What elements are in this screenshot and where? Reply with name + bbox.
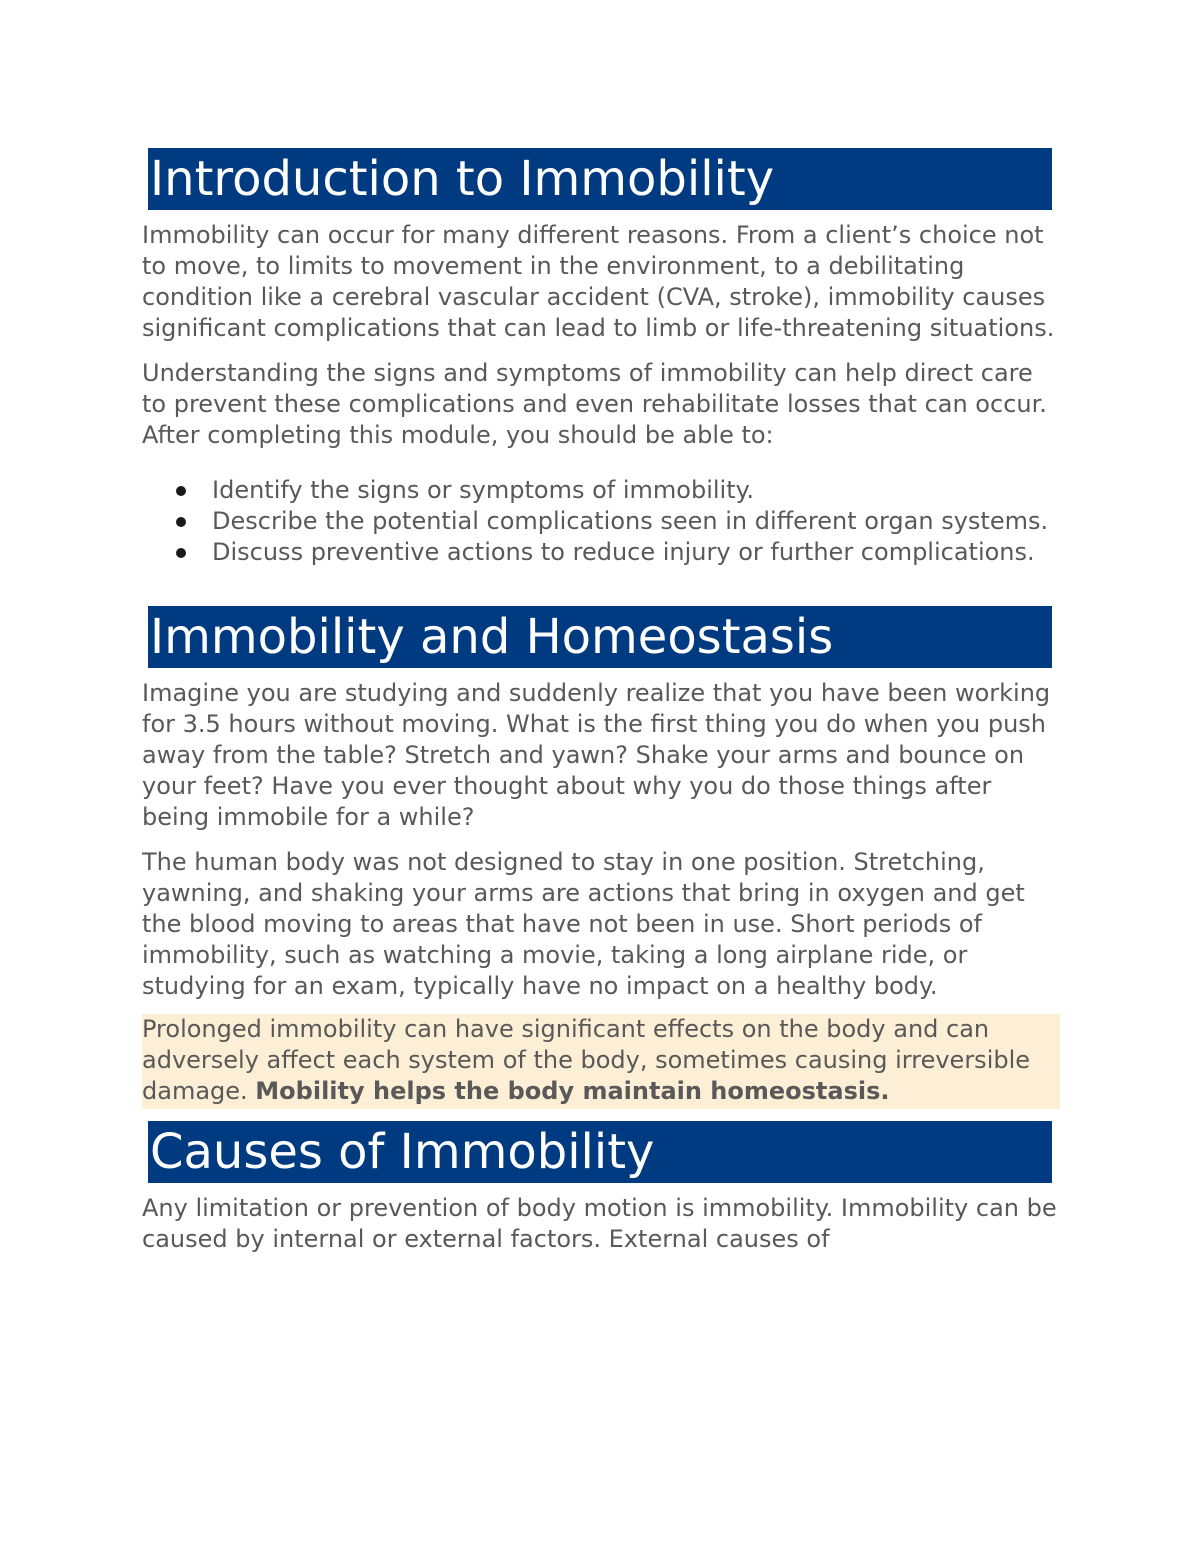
bullet-icon (176, 486, 186, 496)
section-heading-causes: Causes of Immobility (148, 1121, 1052, 1183)
intro-paragraph-1: Immobility can occur for many different reasons. From a client’s choice not to move, to limits to movement in the environment, to a debilitating condition like a cerebral vascular accident (CVA, stroke), immobility causes significant complications that can lead to limb or life-threatening situations. (142, 221, 1055, 342)
bullet-icon (176, 548, 186, 558)
bullet-icon (176, 517, 186, 527)
section-heading-introduction: Introduction to Immobility (148, 148, 1052, 210)
document-page (142, 148, 1060, 1255)
objective-item (142, 506, 1060, 537)
objective-text: Discuss preventive actions to reduce injury or further complications. (212, 538, 1035, 566)
objective-text: Identify the signs or symptoms of immobility. (212, 476, 755, 504)
highlight-text: Prolonged immobility can have significant effects on the body and can adversely affect each system of the body, sometimes causing irreversible damage. (142, 1015, 1031, 1105)
homeostasis-paragraph-1: Imagine you are studying and suddenly realize that you have been working for 3.5 hours without moving. What is the first thing you do when you push away from the table? Stretch and yawn? Shake your arms and bounce on your feet? Have you ever thought about why you do those things after being immobile for a while? (142, 679, 1051, 831)
causes-paragraph-1: Any limitation or prevention of body motion is immobility. Immobility can be caused by internal or external factors. External causes of (142, 1194, 1057, 1253)
objective-item (142, 537, 1060, 568)
highlight-callout (142, 1014, 1060, 1109)
highlight-bold-text: Mobility helps the body maintain homeostasis. (255, 1077, 890, 1105)
objective-text: Describe the potential complications seen in different organ systems. (212, 507, 1049, 535)
homeostasis-paragraph-2: The human body was not designed to stay in one position. Stretching, yawning, and shaking your arms are actions that bring in oxygen and get the blood moving to areas that have not been in use. Short periods of immobility, such as watching a movie, taking a long airplane ride, or studying for an exam, typically have no impact on a healthy body. (142, 848, 1025, 1000)
intro-paragraph-2: Understanding the signs and symptoms of immobility can help direct care to prevent these complications and even rehabilitate losses that can occur. After completing this module, you should be able to: (142, 359, 1047, 449)
objectives-list (142, 475, 1060, 568)
objective-item (142, 475, 1060, 506)
section-heading-homeostasis: Immobility and Homeostasis (148, 606, 1052, 668)
